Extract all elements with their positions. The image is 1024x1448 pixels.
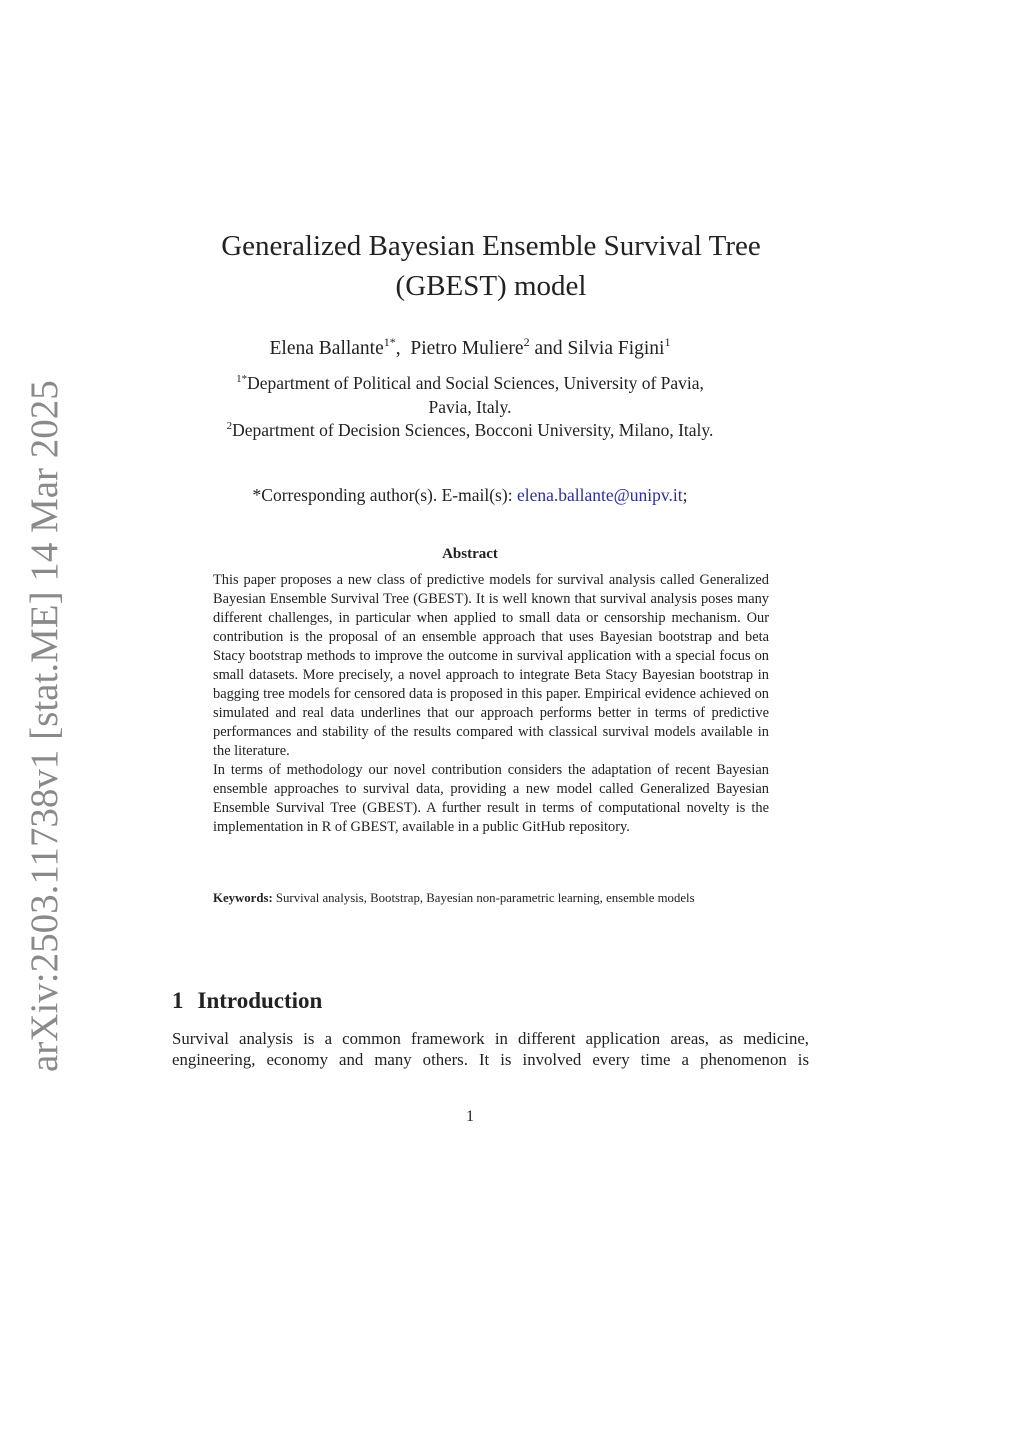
- email-link[interactable]: elena.ballante@unipv.it: [516, 485, 683, 505]
- affiliation-1-continued: [0, 396, 982, 419]
- section-heading: [172, 986, 322, 1016]
- author-separator: ,: [395, 338, 411, 359]
- corresponding-author: [0, 484, 982, 507]
- section-title: Introduction: [197, 988, 323, 1013]
- affiliation-text: Pavia, Italy.: [428, 397, 512, 417]
- title-line-2: (GBEST) model: [395, 270, 587, 302]
- page-number: 1: [466, 1108, 474, 1125]
- abstract-paragraph: In terms of methodology our novel contribution considers the adaptation of recent Bayesian ensemble approaches to survival data, providing a new model called Generalized Bayesian Ensemble Survival Tree (GBEST). A further result in terms of computational novelty is the implementation in R of GBEST, available in a public GitHub repository.: [213, 762, 769, 835]
- affiliation-mark: 1*: [236, 373, 248, 385]
- author-name: Silvia Figini: [567, 338, 665, 359]
- title-line-1: Generalized Bayesian Ensemble Survival Tree: [221, 230, 761, 262]
- abstract-paragraph: This paper proposes a new class of predictive models for survival analysis called Generalized Bayesian Ensemble Survival Tree (GBEST). It is well known that survival analysis poses many different challenges, in particular when applied to small data or censorship mechanism. Our contribution is the proposal of an ensemble approach that uses Bayesian bootstrap and beta Stacy bootstrap methods to improve the outcome in survival application with a special focus on small datasets. More precisely, a novel approach to integrate Beta Stacy Bayesian bootstrap in bagging tree models for censored data is proposed in this paper. Empirical evidence achieved on simulated and real data underlines that our approach performs better in terms of predictive performances and stability of the results compared with classical survival models available in the literature.: [213, 572, 769, 759]
- affiliation-text: Department of Political and Social Sciences, University of Pavia,: [247, 373, 704, 393]
- affiliation-2: [0, 419, 982, 442]
- affiliation-text: Department of Decision Sciences, Bocconi University, Milano, Italy.: [232, 420, 714, 440]
- author-affiliation-mark: 1*: [383, 335, 396, 349]
- author-affiliation-mark: 2: [523, 335, 530, 349]
- author-name: Elena Ballante: [269, 338, 384, 359]
- keywords-text: Survival analysis, Bootstrap, Bayesian non-parametric learning, ensemble models: [272, 891, 695, 905]
- section-body-text: Survival analysis is a common framework in different application areas, as medicine, engineering, economy and many others. It is involved every time a phenomenon is: [172, 1029, 809, 1069]
- section-number: 1: [172, 988, 184, 1013]
- keywords: [213, 890, 769, 906]
- abstract-heading: Abstract: [442, 546, 498, 562]
- author-separator: and: [529, 338, 568, 359]
- corresponding-suffix: ;: [682, 485, 688, 505]
- author-affiliation-mark: 1: [664, 335, 671, 349]
- keywords-label: Keywords:: [213, 891, 273, 905]
- affiliation-mark: 2: [226, 420, 233, 432]
- abstract-body: [213, 571, 769, 837]
- affiliation-1: [0, 372, 982, 395]
- arxiv-identifier-stamp: arXiv:2503.11738v1 [stat.ME] 14 Mar 2025: [23, 380, 66, 1072]
- author-list: [0, 336, 982, 362]
- author-name: Pietro Muliere: [410, 338, 524, 359]
- paper-title: [0, 226, 1024, 306]
- corresponding-label: *Corresponding author(s). E-mail(s):: [252, 485, 517, 505]
